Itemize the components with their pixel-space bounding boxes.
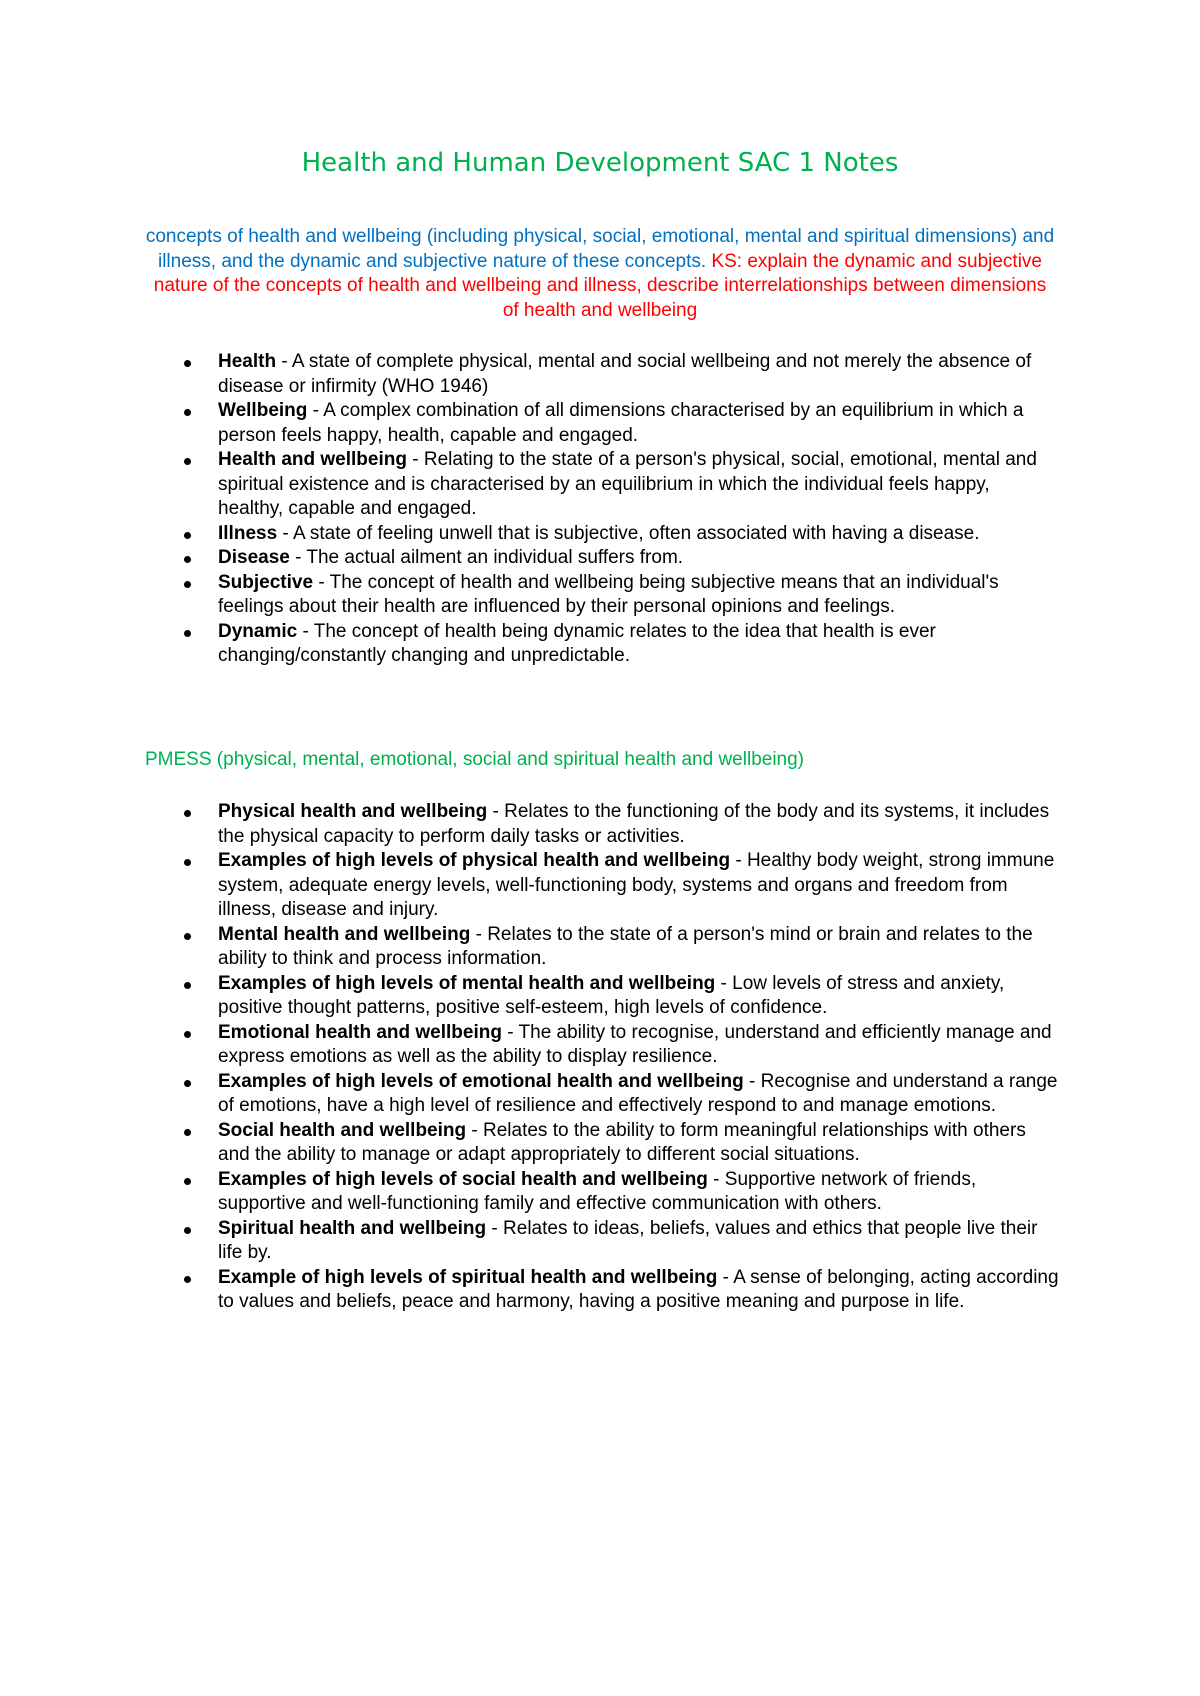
description: - The concept of health and wellbeing being subjective means that an individual's feelings about their health are influenced by their personal opinions and feelings. — [218, 571, 999, 617]
list-item — [0, 546, 1200, 571]
description: - Healthy body weight, strong immune system, adequate energy levels, well-functioning body, systems and organs and freedom from illness, disease and injury. — [218, 850, 1055, 920]
bullet-icon — [184, 409, 191, 416]
page-title: Health and Human Development SAC 1 Notes — [301, 148, 899, 178]
list-item — [0, 849, 1200, 923]
description: - Supportive network of friends, supportive and well-functioning family and effective communication with others. — [218, 1168, 977, 1214]
bullet-icon — [184, 458, 191, 465]
term: Wellbeing — [218, 400, 308, 421]
bullet-icon — [184, 933, 191, 940]
term: Examples of high levels of social health and wellbeing — [218, 1168, 708, 1190]
term: Health and wellbeing — [218, 449, 407, 470]
list-item — [0, 399, 1200, 448]
list-item — [0, 972, 1200, 1021]
term: Health — [218, 351, 277, 372]
term: Mental health and wellbeing — [218, 923, 471, 945]
description: - A state of feeling unwell that is subjective, often associated with having a disease. — [277, 522, 980, 544]
description: - Recognise and understand a range of emotions, have a high level of resilience and effectively respond to and manage emotions. — [218, 1070, 1058, 1116]
pmess-heading: PMESS (physical, mental, emotional, social and spiritual health and wellbeing) — [145, 749, 805, 770]
description: - A state of complete physical, mental and social wellbeing and not merely the absence of disease or infirmity (WHO 1946) — [218, 351, 1032, 397]
definitions-list — [0, 350, 1200, 669]
term: Illness — [218, 522, 278, 544]
list-item — [0, 350, 1200, 399]
list-item — [0, 1070, 1200, 1119]
bullet-icon — [184, 1031, 191, 1038]
list-item — [0, 620, 1200, 669]
pmess-list — [0, 800, 1200, 1315]
description: - Relating to the state of a person's physical, social, emotional, mental and spiritual existence and is characterised by an equilibrium in which the individual feels happy, healthy, capable and engaged. — [218, 449, 1037, 519]
list-item — [0, 923, 1200, 972]
term: Physical health and wellbeing — [218, 801, 488, 822]
intro-paragraph — [145, 225, 1055, 323]
term: Examples of high levels of emotional health and wellbeing — [218, 1070, 744, 1092]
term: Example of high levels of spiritual health and wellbeing — [218, 1266, 718, 1288]
list-item — [0, 571, 1200, 620]
bullet-icon — [184, 810, 191, 817]
term: Dynamic — [218, 620, 298, 642]
bullet-icon — [184, 581, 191, 588]
list-item — [0, 1168, 1200, 1217]
intro-red-text: KS: explain the dynamic and subjective nature of the concepts of health and wellbeing and illness, describe interrelationships between dimensions of health and wellbeing — [153, 250, 1047, 321]
description: - The actual ailment an individual suffers from. — [289, 547, 684, 568]
description: - Relates to the ability to form meaningful relationships with others and the ability to manage or adapt appropriately to different social situations. — [218, 1119, 1026, 1165]
bullet-icon — [184, 1227, 191, 1234]
list-item — [0, 1217, 1200, 1266]
bullet-icon — [184, 556, 191, 563]
term: Disease — [218, 547, 290, 568]
bullet-icon — [184, 360, 191, 367]
term: Examples of high levels of physical health and wellbeing — [218, 850, 731, 871]
description: - The concept of health being dynamic relates to the idea that health is ever changing/constantly changing and unpredictable. — [218, 620, 936, 666]
list-item — [0, 800, 1200, 849]
bullet-icon — [184, 1178, 191, 1185]
list-item — [0, 448, 1200, 522]
bullet-icon — [184, 630, 191, 637]
description: - Low levels of stress and anxiety, positive thought patterns, positive self-esteem, high levels of confidence. — [218, 972, 1005, 1018]
list-item — [0, 1021, 1200, 1070]
term: Social health and wellbeing — [218, 1119, 467, 1141]
bullet-icon — [184, 532, 191, 539]
list-item — [0, 1119, 1200, 1168]
description: - Relates to ideas, beliefs, values and ethics that people live their life by. — [218, 1217, 1038, 1263]
list-item — [0, 522, 1200, 547]
term: Subjective — [218, 571, 314, 593]
bullet-icon — [184, 1129, 191, 1136]
term: Spiritual health and wellbeing — [218, 1217, 487, 1239]
bullet-icon — [184, 859, 191, 866]
list-item — [0, 1266, 1200, 1315]
bullet-icon — [184, 1276, 191, 1283]
bullet-icon — [184, 982, 191, 989]
description: - Relates to the state of a person's mind or brain and relates to the ability to think and process information. — [218, 923, 1033, 969]
description: - Relates to the functioning of the body and its systems, it includes the physical capacity to perform daily tasks or activities. — [218, 801, 1050, 847]
description: - A complex combination of all dimensions characterised by an equilibrium in which a person feels happy, health, capable and engaged. — [218, 400, 1024, 446]
term: Emotional health and wellbeing — [218, 1021, 502, 1043]
description: - A sense of belonging, acting according to values and beliefs, peace and harmony, having a positive meaning and purpose in life. — [218, 1266, 1059, 1312]
intro-blue-text: concepts of health and wellbeing (including physical, social, emotional, mental and spiritual dimensions) and illness, and the dynamic and subjective nature of these concepts. — [145, 226, 1055, 272]
term: Examples of high levels of mental health and wellbeing — [218, 972, 716, 994]
bullet-icon — [184, 1080, 191, 1087]
description: - The ability to recognise, understand and efficiently manage and express emotions as well as the ability to display resilience. — [218, 1021, 1052, 1067]
